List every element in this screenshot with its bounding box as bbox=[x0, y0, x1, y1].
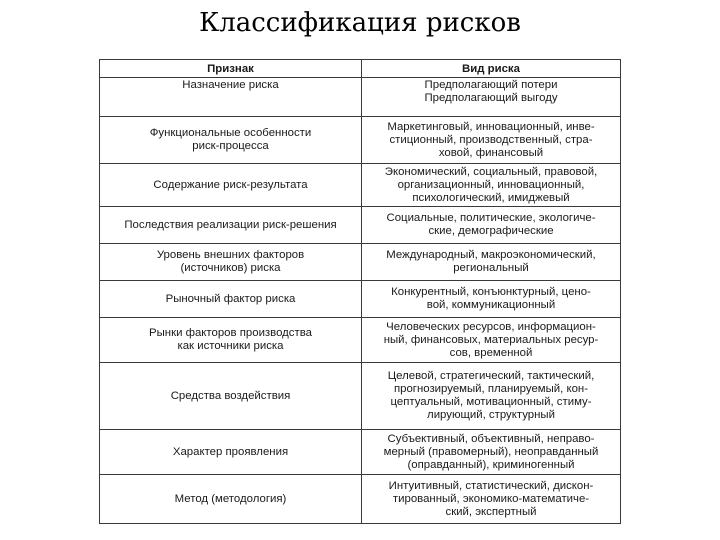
feature-text-line: Содержание риск-результата bbox=[153, 178, 308, 191]
feature-cell bbox=[100, 207, 362, 244]
risk-kind-cell bbox=[362, 207, 621, 244]
risk-kind-text-line: ские, демографические bbox=[428, 225, 554, 237]
risk-kind-text-line: Экономический, социальный, правовой, bbox=[384, 165, 598, 178]
risk-kind-text-line: стиционный, производственный, стра- bbox=[389, 133, 593, 146]
risk-kind-cell bbox=[362, 281, 621, 318]
table-row bbox=[100, 475, 621, 524]
table-row bbox=[100, 430, 621, 475]
feature-text-line: Рынки факторов производства bbox=[149, 327, 312, 339]
table-row bbox=[100, 244, 621, 281]
header-feature: Признак bbox=[100, 60, 362, 78]
risk-kind-cell bbox=[362, 164, 621, 207]
risk-kind-text-line: лирующий, структурный bbox=[427, 409, 555, 421]
risk-kind-text-line: ховой, финансовый bbox=[438, 146, 544, 159]
risk-classification-table bbox=[99, 59, 621, 524]
risk-kind-text-line: прогнозируемый, планируемый, кон- bbox=[393, 383, 589, 395]
feature-text-line: Последствия реализации риск-решения bbox=[124, 218, 337, 231]
risk-kind-text-line: тированный, экономико-математиче- bbox=[392, 492, 590, 505]
feature-cell bbox=[100, 164, 362, 207]
risk-kind-text-line: Субъективный, объективный, неправо- bbox=[387, 432, 595, 445]
feature-text-line: Уровень внешних факторов bbox=[156, 249, 305, 261]
feature-cell bbox=[100, 430, 362, 475]
feature-text-line: Средства воздействия bbox=[170, 389, 291, 402]
risk-classification-table-container bbox=[99, 59, 620, 524]
risk-kind-text-line: ный, финансовых, материальных ресур- bbox=[383, 333, 599, 346]
feature-text-line: Рыночный фактор риска bbox=[165, 292, 296, 305]
risk-kind-text-line: (оправданный), криминогенный bbox=[407, 458, 575, 471]
feature-text-line: риск-процесса bbox=[192, 140, 269, 152]
feature-cell bbox=[100, 475, 362, 524]
feature-cell bbox=[100, 363, 362, 430]
table-row bbox=[100, 281, 621, 318]
risk-kind-text-line: региональный bbox=[453, 262, 529, 274]
risk-kind-text-line: сов, временной bbox=[449, 346, 533, 359]
risk-kind-text-line: Предполагающий потери bbox=[424, 79, 558, 91]
feature-text-line: как источники риска bbox=[177, 340, 284, 352]
risk-kind-text-line: Предполагающий выгоду bbox=[424, 92, 558, 104]
risk-kind-cell bbox=[362, 318, 621, 363]
table-row bbox=[100, 207, 621, 244]
feature-text-line: (источников) риска bbox=[180, 262, 281, 274]
risk-kind-text-line: Человеческих ресурсов, информацион- bbox=[386, 320, 596, 333]
slide-title: Классификация рисков bbox=[199, 8, 521, 38]
risk-kind-text-line: мерный (правомерный), неоправданный bbox=[383, 445, 599, 458]
risk-kind-cell bbox=[362, 78, 621, 117]
feature-cell bbox=[100, 244, 362, 281]
header-risk-kind: Вид риска bbox=[362, 60, 621, 78]
table-row bbox=[100, 78, 621, 117]
risk-kind-cell bbox=[362, 244, 621, 281]
feature-cell bbox=[100, 281, 362, 318]
feature-cell bbox=[100, 117, 362, 164]
risk-kind-cell bbox=[362, 430, 621, 475]
risk-kind-text-line: Маркетинговый, инновационный, инве- bbox=[387, 120, 595, 133]
table-row bbox=[100, 363, 621, 430]
risk-kind-text-line: ский, экспертный bbox=[445, 505, 537, 518]
feature-text-line: Метод (методология) bbox=[174, 492, 287, 505]
risk-kind-text-line: Социальные, политические, экологиче- bbox=[386, 212, 596, 224]
risk-kind-text-line: вой, коммуникационный bbox=[426, 299, 556, 311]
table-row bbox=[100, 117, 621, 164]
table-row bbox=[100, 318, 621, 363]
risk-kind-cell bbox=[362, 363, 621, 430]
table-row bbox=[100, 164, 621, 207]
risk-kind-cell bbox=[362, 475, 621, 524]
feature-text-line: Характер проявления bbox=[172, 445, 289, 458]
risk-kind-text-line: Целевой, стратегический, тактический, bbox=[387, 370, 595, 382]
risk-kind-text-line: психологический, имиджевый bbox=[412, 191, 570, 204]
feature-cell bbox=[100, 318, 362, 363]
risk-kind-text-line: организационный, инновационный, bbox=[397, 178, 585, 191]
risk-kind-cell bbox=[362, 117, 621, 164]
risk-kind-text-line: цептуальный, мотивационный, стиму- bbox=[390, 396, 592, 408]
risk-kind-text-line: Интуитивный, статистический, дискон- bbox=[388, 479, 594, 492]
feature-text-line: Функциональные особенности bbox=[149, 127, 312, 139]
feature-text-line: Назначение риска bbox=[182, 79, 279, 91]
risk-kind-text-line: Конкурентный, конъюнктурный, цено- bbox=[391, 286, 591, 298]
feature-cell bbox=[100, 78, 362, 117]
risk-kind-text-line: Международный, макроэкономический, bbox=[386, 249, 596, 261]
